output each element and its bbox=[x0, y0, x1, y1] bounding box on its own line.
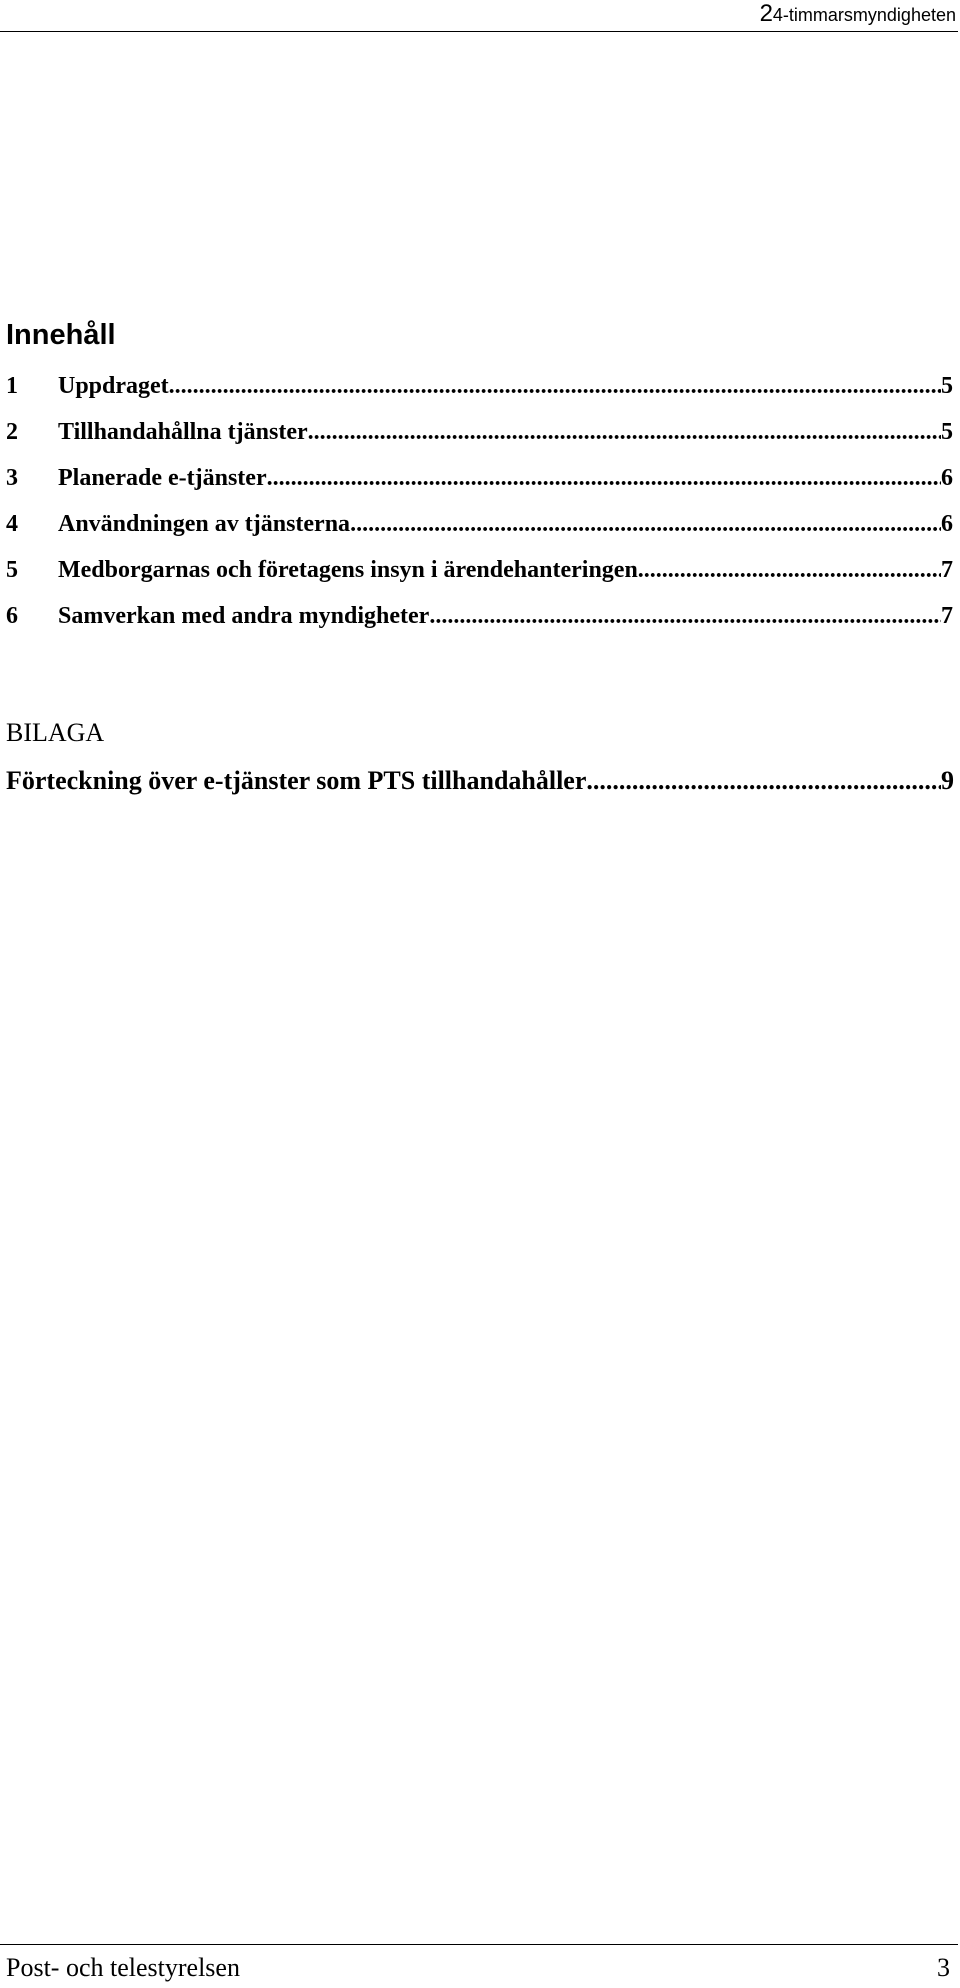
appendix-entry-page: 9 bbox=[941, 766, 954, 795]
toc-entry-title: Uppdraget bbox=[58, 373, 169, 399]
toc-entry-title: Samverkan med andra myndigheter bbox=[58, 603, 430, 629]
toc-entry-title: Tillhandahållna tjänster bbox=[58, 419, 308, 445]
toc-entry-number: 4 bbox=[6, 511, 18, 537]
toc-dot-leader bbox=[308, 418, 941, 446]
running-header-first-char: 2 bbox=[759, 0, 773, 27]
page-footer bbox=[0, 1944, 958, 1988]
footer-publisher: Post- och telestyrelsen bbox=[6, 1953, 240, 1982]
toc-entry-page: 5 bbox=[941, 373, 953, 399]
running-header-rest: 4-timmarsmyndigheten bbox=[772, 5, 956, 25]
toc-entry-page: 5 bbox=[941, 419, 953, 445]
toc-entry-number: 1 bbox=[6, 373, 18, 399]
toc-dot-leader bbox=[429, 602, 941, 630]
toc-list bbox=[6, 372, 953, 648]
toc-dot-leader bbox=[267, 464, 941, 492]
page-header bbox=[0, 0, 958, 32]
footer-page-number: 3 bbox=[937, 1953, 950, 1982]
toc-entry[interactable] bbox=[6, 510, 953, 556]
toc-entry-page: 7 bbox=[941, 603, 953, 629]
toc-entry[interactable] bbox=[6, 556, 953, 602]
toc-entry-title: Planerade e-tjänster bbox=[58, 465, 267, 491]
toc-entry-number: 6 bbox=[6, 603, 18, 629]
toc-entry-page: 6 bbox=[941, 465, 953, 491]
toc-entry-title: Användningen av tjänsterna bbox=[58, 511, 351, 537]
toc-entry-title: Medborgarnas och företagens insyn i ärendehanteringen bbox=[58, 557, 638, 583]
toc-entry-number: 3 bbox=[6, 465, 18, 491]
appendix-heading: BILAGA bbox=[6, 718, 105, 747]
appendix-entry-title: Förteckning över e-tjänster som PTS tillhandahåller bbox=[6, 766, 587, 795]
toc-entry[interactable] bbox=[6, 602, 953, 648]
appendix-entry[interactable] bbox=[6, 766, 954, 796]
toc-dot-leader bbox=[350, 510, 941, 538]
running-header bbox=[759, 0, 956, 27]
toc-dot-leader bbox=[169, 372, 941, 400]
toc-heading: Innehåll bbox=[6, 319, 116, 351]
toc-entry[interactable] bbox=[6, 372, 953, 418]
toc-entry-number: 5 bbox=[6, 557, 18, 583]
toc-entry[interactable] bbox=[6, 464, 953, 510]
toc-entry-page: 7 bbox=[941, 557, 953, 583]
toc-entry-page: 6 bbox=[941, 511, 953, 537]
toc-dot-leader bbox=[586, 766, 941, 796]
toc-entry[interactable] bbox=[6, 418, 953, 464]
toc-dot-leader bbox=[638, 556, 941, 584]
toc-entry-number: 2 bbox=[6, 419, 18, 445]
